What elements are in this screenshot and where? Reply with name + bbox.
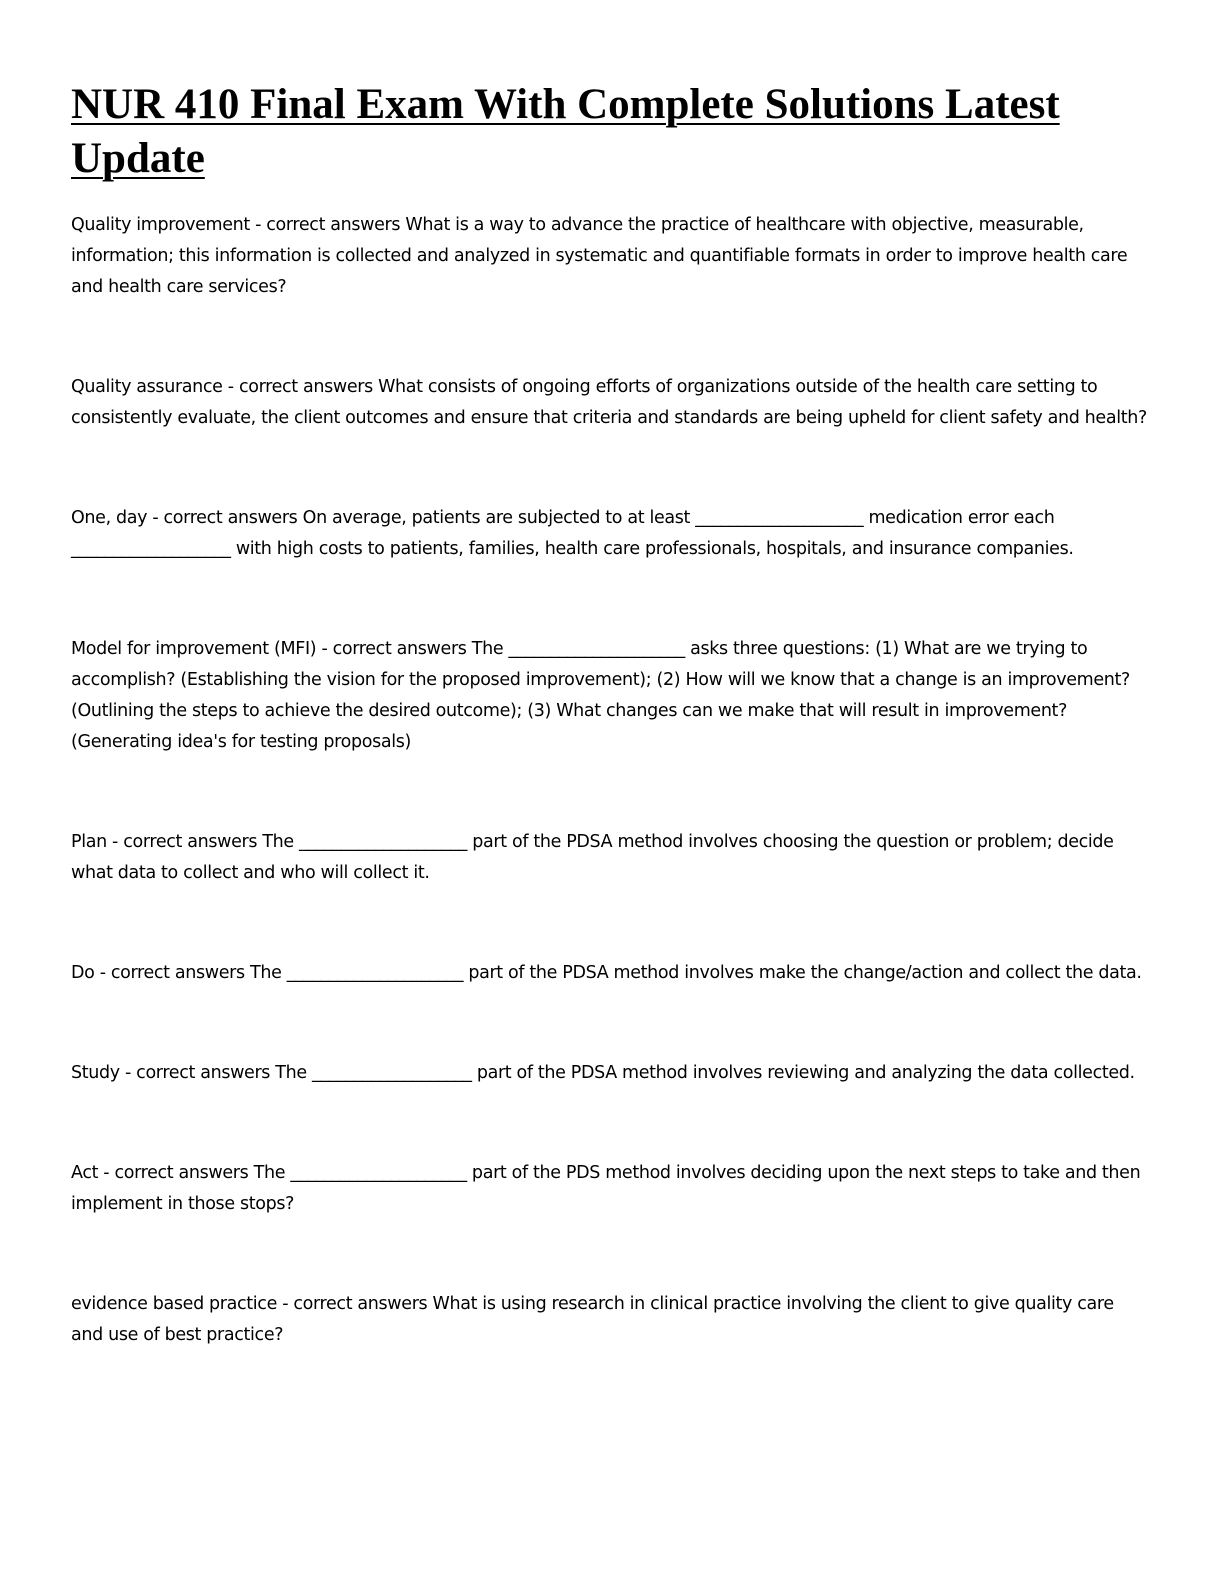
entry-spacer [71,1089,1149,1158]
qa-entry-quality-assurance: Quality assurance - correct answers What consists of ongoing efforts of organizations outside of the health care setting to consistently evaluate, the client outcomes and ensure that criteria and standards are being upheld for client safety and health? [71,377,1147,428]
document-title: NUR 410 Final Exam With Complete Solutions Latest Update [71,81,1060,182]
entry-spacer [71,303,1149,372]
qa-entry-quality-improvement: Quality improvement - correct answers What is a way to advance the practice of healthcare with objective, measurable, information; this information is collected and analyzed in systematic and quantifiable formats in order to improve health care and health care services? [71,215,1133,297]
qa-entry-plan: Plan - correct answers The ____________________ part of the PDSA method involves choosing the question or problem; decide what data to collect and who will collect it. [71,832,1119,883]
qa-entry-do: Do - correct answers The _____________________ part of the PDSA method involves make the change/action and collect the data. [71,963,1142,983]
entry-spacer [71,889,1149,958]
qa-entry-one-day: One, day - correct answers On average, patients are subjected to at least ____________________ medication error each ___________________ with high costs to patients, families, health care professionals, hospitals, and insurance companies. [71,508,1074,559]
qa-entry-model-for-improvement: Model for improvement (MFI) - correct answers The _____________________ asks three questions: (1) What are we trying to accomplish? (Establishing the vision for the proposed improvement); (2) How will we know that a change is an improvement? (Outlining the steps to achieve the desired outcome); (3) What changes can we make that will result in improvement? (Generating idea's for testing proposals) [71,639,1136,752]
entry-spacer [71,758,1149,827]
entry-spacer [71,1220,1149,1289]
entry-spacer [71,565,1149,634]
qa-entry-evidence-based-practice: evidence based practice - correct answers What is using research in clinical practice involving the client to give quality care and use of best practice? [71,1294,1119,1345]
entry-spacer [71,989,1149,1058]
document-page [71,78,1149,1351]
entry-spacer [71,434,1149,503]
qa-entry-act: Act - correct answers The _____________________ part of the PDS method involves deciding upon the next steps to take and then implement in those stops? [71,1163,1146,1214]
qa-entry-study: Study - correct answers The ___________________ part of the PDSA method involves reviewing and analyzing the data collected. [71,1063,1135,1083]
